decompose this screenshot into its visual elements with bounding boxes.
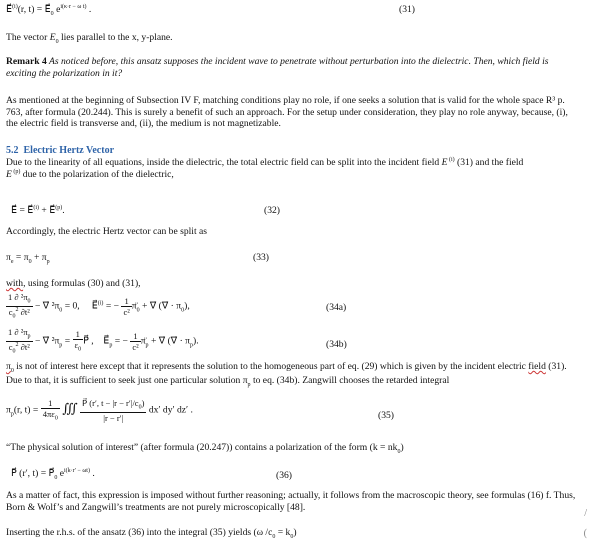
- eq34b-frac-eps-den-sub: 0: [78, 346, 82, 353]
- para2-c: (i): [447, 157, 455, 163]
- margin-mark-2: (: [583, 528, 587, 539]
- eq34a-frac-den: c: [8, 306, 13, 317]
- equation-33: [6, 252, 50, 266]
- eq33-number: (33): [253, 252, 269, 263]
- para4-with: with: [6, 278, 24, 289]
- eq34a-rest1: − ∇⃗ ²π: [32, 300, 60, 312]
- equation-34a: [6, 292, 190, 321]
- eq33-mid: = π: [13, 252, 29, 263]
- eq32-mid: + E⃗: [39, 205, 56, 217]
- para5-pi: π: [6, 361, 11, 372]
- section-heading: [6, 145, 581, 157]
- eq35-num-tail: ): [141, 398, 145, 408]
- para5-b: is not of interest here except that it represents the solution to the homogeneous part of eq. (29) which is given by the incident electric: [13, 361, 529, 372]
- eq34a-rest1-tail: = 0,: [62, 300, 80, 312]
- para8-a: Inserting the r.h.s. of the ansatz (36) into the integral (35) yields (ω /c: [6, 527, 273, 538]
- para2-e: E: [6, 168, 12, 180]
- para5-d-sub: p: [247, 382, 251, 388]
- eq31-exp: e: [56, 4, 61, 16]
- paragraph-inserting: [6, 527, 581, 541]
- eq33-s3: p: [46, 258, 50, 265]
- eq34b-frac-num-sub: p: [27, 333, 31, 340]
- eq34a-frac2-num: 1: [121, 296, 131, 307]
- eq36-exp: e: [57, 468, 64, 480]
- eq34a-rest3-tail: + ∇⃗ (∇⃗ · π: [139, 300, 182, 312]
- eq33-mid2: + π: [31, 252, 47, 263]
- eq34a-frac-den-sub: 0: [12, 313, 16, 320]
- eq31-exp-sup: i(κ·r − ω t): [60, 4, 87, 10]
- eq34b-rest3-end: ).: [193, 335, 199, 347]
- paragraph-matter-of-fact: As a matter of fact, this expression is imposed without further reasoning; actually, it follows from the macroscopic theory, see formulas (16) f. Thus, Born & Wolf’s and Zangwill’s treatments are not purely microscopically [48].: [6, 490, 576, 513]
- eq35-tail: dx′ dy′ dz′ .: [146, 404, 193, 416]
- eq34b-frac2-den: c²: [132, 341, 139, 352]
- eq34b-frac2: [130, 331, 140, 352]
- eq35-number: (35): [378, 410, 394, 421]
- para2-g: due to the polarization of the dielectric,: [20, 168, 174, 180]
- eq34a-rest3-sub: 0: [136, 307, 140, 314]
- eq34a-frac-num: 1 ∂ ²π: [8, 292, 28, 302]
- paragraph-accordingly: Accordingly, the electric Hertz vector can be split as: [6, 226, 208, 237]
- eq34a-rest3: π̈: [131, 300, 137, 312]
- para2-a: Due to the linearity of all equations, inside the dielectric, the total electric field can be split into the incident field: [6, 157, 442, 169]
- vector-pre: The vector: [6, 32, 50, 43]
- eq32-sup1: (i): [33, 205, 40, 211]
- eq31-number: (31): [399, 4, 415, 15]
- vector-post: lies parallel to the x, y-plane.: [58, 32, 173, 43]
- eq31-sup: (i): [12, 4, 18, 10]
- paragraph-physical-solution: [6, 442, 581, 456]
- eq34b-rest3: π̈: [140, 335, 146, 347]
- eq34b-frac2-num: 1: [130, 331, 140, 342]
- equation-36: [11, 468, 95, 482]
- eq36-number: (36): [276, 470, 292, 481]
- eq34b-frac: [6, 327, 33, 356]
- section-title: Electric Hertz Vector: [23, 145, 115, 156]
- eq34b-rest3-sub2: p: [190, 342, 194, 349]
- eq35-lhs: π: [6, 404, 11, 416]
- eq34b-rest3-sub: p: [145, 342, 149, 349]
- eq34b-frac-num: 1 ∂ ²π: [8, 327, 28, 337]
- eq34b-frac-eps-den: ε: [74, 340, 79, 351]
- eq34a-frac-den-tail: ∂t²: [18, 306, 30, 317]
- para8-b: = k: [275, 527, 291, 538]
- eq34b-frac-den: c: [8, 341, 13, 352]
- eq34b-rest2-tail: = −: [112, 335, 128, 347]
- eq36-sub: 0: [54, 475, 58, 482]
- eq35-frac: [80, 398, 146, 423]
- eq34a-rest2-sup: (i): [97, 300, 104, 307]
- eq34a-rest3-sub2: 0: [181, 307, 185, 314]
- eq31-lhs: E⃗: [6, 4, 13, 16]
- eq36-text: P⃗ (r′, t) = P⃗: [11, 468, 55, 480]
- para2-d: (31) and the field: [454, 157, 524, 169]
- eq32-end: .: [62, 205, 65, 217]
- eq35-prefactor: [41, 398, 60, 423]
- eq34a-number: (34a): [326, 302, 347, 313]
- para6-a: “The physical solution of interest” (after formula (20.247)) contains a polarization of the form (k = nk: [6, 442, 398, 453]
- eq34a-rest1-sub: 0: [59, 307, 63, 314]
- eq34b-rest2: E⃗: [103, 335, 110, 347]
- paragraph-matching-conditions: As mentioned at the beginning of Subsection IV F, matching conditions play no role, if one seeks a solution that is valid for the whole space R³ p. 763, after formula (20.244). This is surely a benefit of such an approach. For the setup under consideration, they play no role anyway, because, (i), the electric field is transverse and, (ii), the medium is not magnetizable.: [6, 95, 568, 129]
- eq31-tail: .: [86, 4, 92, 16]
- eq34b-frac-den-sub: 0: [12, 348, 16, 355]
- eq35-pre-den-sub: 0: [54, 415, 58, 422]
- equation-35: [6, 398, 193, 423]
- para5-field: field: [528, 361, 546, 372]
- vector-sub: 0: [55, 38, 59, 45]
- equation-34b: [6, 327, 199, 356]
- eq34a-frac-den-sup: 2: [15, 307, 19, 314]
- eq35-den: |r − r′|: [103, 412, 124, 423]
- eq31-sub: 0: [50, 11, 54, 18]
- eq33-s2: 0: [28, 258, 32, 265]
- eq34b-rest1: − ∇⃗ ²π: [32, 335, 60, 347]
- eq34a-rest2-tail: = −: [103, 300, 120, 312]
- eq35-lhs-sub: p: [10, 411, 14, 418]
- eq32-sup2: (p): [55, 205, 63, 211]
- paragraph-with-formulas: [6, 278, 581, 290]
- eq34a-frac2: [121, 296, 131, 317]
- remark-heading: Remark 4: [6, 56, 47, 67]
- eq34b-rest1-mid: =: [62, 335, 73, 347]
- eq33-pi: π: [6, 252, 11, 263]
- para2-f: (p): [11, 168, 21, 175]
- para8-sub: 0: [272, 533, 276, 540]
- vector-sym: E: [49, 32, 56, 43]
- eq34a-frac-num-sub: 0: [27, 298, 31, 305]
- vector-statement: [6, 32, 581, 46]
- eq32-text: E⃗ = E⃗: [11, 205, 34, 217]
- eq31-args: (r, t) = E⃗: [17, 4, 51, 16]
- eq36-tail: .: [89, 468, 95, 480]
- eq35-num-sub: 0: [138, 404, 142, 411]
- para6-b: ): [400, 442, 404, 453]
- equation-31: [6, 4, 91, 18]
- eq33-s1: e: [10, 258, 14, 265]
- para5-d: (31). Due to that, it is sufficient to seek just one particular solution π: [6, 361, 567, 387]
- eq34b-rest3-tail: + ∇⃗ (∇⃗ · π: [148, 335, 191, 347]
- margin-mark: /: [584, 508, 587, 519]
- section-number: 5.2: [6, 145, 19, 156]
- eq35-pre-den: 4πε: [42, 409, 55, 420]
- para5-pi-sub: 0: [10, 367, 14, 374]
- paragraph-pi0-interest: [6, 361, 581, 389]
- equation-32: [11, 205, 65, 217]
- para5-e: to eq. (34b). Zangwill chooses the retarded integral: [250, 375, 450, 387]
- para8-sub2: 0: [290, 533, 294, 540]
- eq34b-frac-eps-num: 1: [73, 329, 84, 340]
- paragraph-linearity: [6, 157, 581, 180]
- eq34a-rest3-end: ),: [184, 300, 190, 312]
- eq34b-frac-eps: [73, 329, 84, 354]
- eq35-lhs-tail: (r, t) =: [13, 404, 39, 416]
- eq34b-frac-den-tail: ∂t²: [18, 341, 30, 352]
- para8-c: ): [293, 527, 297, 538]
- remark-text: As noticed before, this ansatz supposes the incident wave to penetrate without perturbation into the dielectric. Then, which field is exciting the polarization in it?: [6, 56, 549, 79]
- remark-4: [6, 56, 581, 79]
- eq34b-rest1-tail: P⃗ ,: [83, 335, 94, 347]
- eq35-pre-num: 1: [41, 398, 60, 409]
- eq34a-frac2-den: c²: [123, 306, 130, 317]
- para2-b: E: [441, 157, 448, 169]
- eq35-integral: ∭: [62, 400, 78, 416]
- eq34a-frac: [6, 292, 33, 321]
- eq34a-rest2: E⃗: [91, 300, 98, 312]
- eq34b-number: (34b): [326, 339, 347, 350]
- eq34b-frac-den-sup: 2: [15, 342, 19, 349]
- para4-rest: , using formulas (30) and (31),: [23, 278, 141, 289]
- eq35-num: P⃗ (r′, t − |r − r′|/c: [82, 398, 139, 408]
- eq34b-rest2-sub: p: [109, 342, 113, 349]
- para6-sub: 0: [397, 448, 401, 455]
- eq36-exp-sup: i(k·r′ − ωt): [64, 468, 90, 474]
- eq32-number: (32): [264, 205, 280, 216]
- eq34b-rest1-sub: p: [59, 342, 63, 349]
